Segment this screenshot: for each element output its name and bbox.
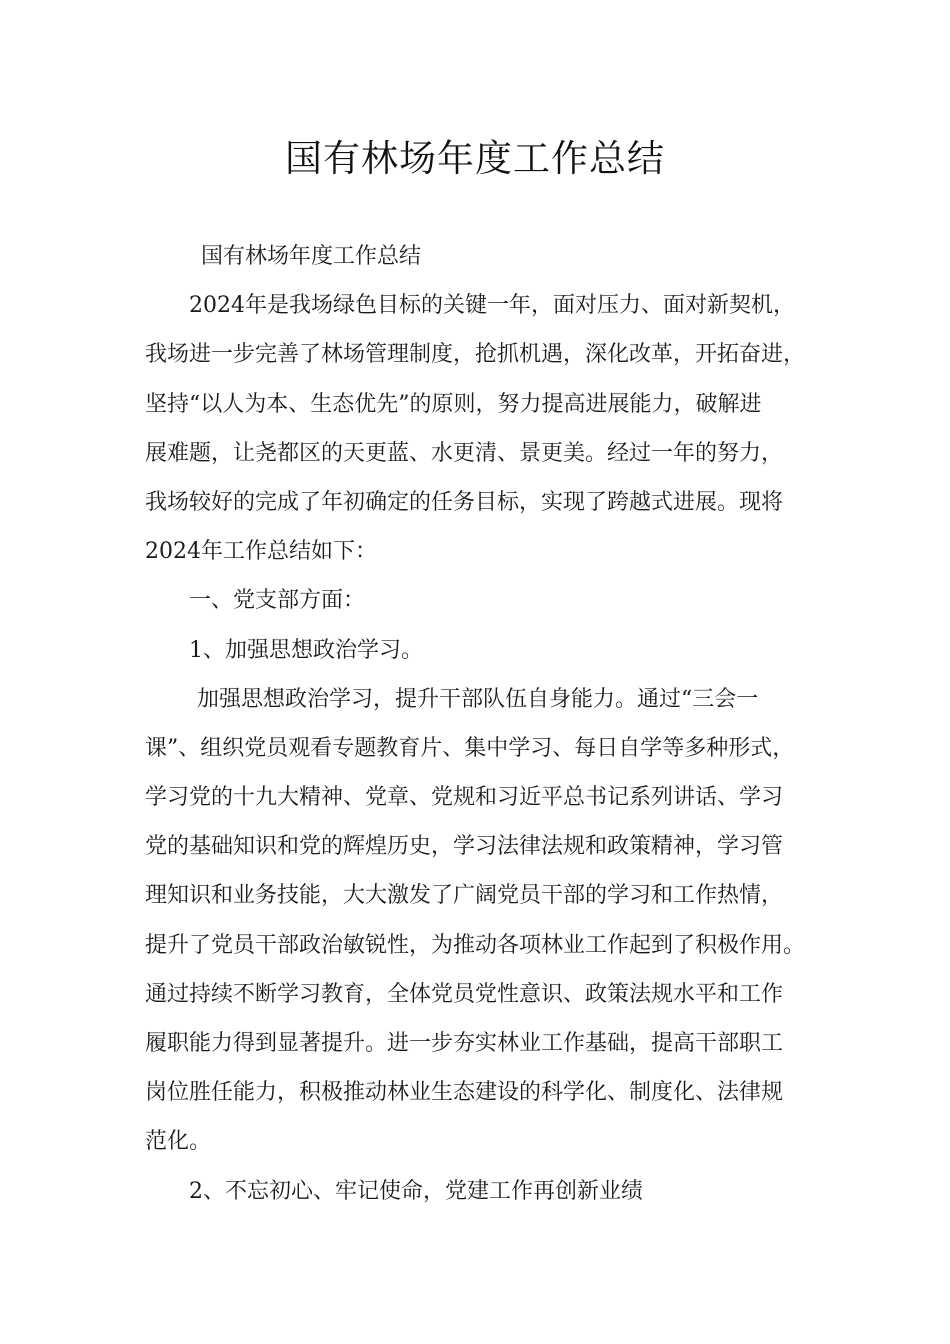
document-title: 国有林场年度工作总结 [285,137,665,180]
paragraph-line: 理知识和业务技能，大大激发了广阔党员干部的学习和工作热情， [145,883,784,909]
paragraph-line: 坚持“以人为本、生态优先”的原则，努力提高进展能力，破解进 [145,391,762,417]
subsection-heading: 1、加强思想政治学习。 [189,637,423,663]
paragraph-line: 学习党的十九大精神、党章、党规和习近平总书记系列讲话、学习 [145,785,784,811]
paragraph-line: 2024年工作总结如下： [145,539,377,565]
paragraph-line: 我场进一步完善了林场管理制度，抢抓机遇，深化改革，开拓奋进， [145,342,806,368]
paragraph-line: 加强思想政治学习，提升干部队伍自身能力。通过“三会一 [197,686,759,712]
paragraph-line: 岗位胜任能力，积极推动林业生态建设的科学化、制度化、法律规 [145,1080,784,1106]
section-heading: 一、党支部方面： [189,588,366,614]
document-body [145,232,825,1216]
paragraph-line: 范化。 [145,1129,212,1155]
paragraph-line: 通过持续不断学习教育，全体党员党性意识、政策法规水平和工作 [145,981,784,1007]
paragraph-line: 履职能力得到显著提升。进一步夯实林业工作基础，提高干部职工 [145,1031,784,1056]
paragraph-line: 我场较好的完成了年初确定的任务目标，实现了跨越式进展。现将 [145,489,784,515]
subsection-heading: 2、不忘初心、牢记使命，党建工作再创新业绩 [189,1178,643,1204]
subtitle-line: 国有林场年度工作总结 [201,244,422,269]
paragraph-line: 党的基础知识和党的辉煌历史，学习法律法规和政策精神，学习管 [145,834,784,860]
paragraph-line: 2024年是我场绿色目标的关键一年，面对压力、面对新契机， [189,293,795,319]
paragraph-line: 课”、组织党员观看专题教育片、集中学习、每日自学等多种形式， [145,735,795,761]
paragraph-line: 提升了党员干部政治敏锐性，为推动各项林业工作起到了积极作用。 [145,932,806,958]
paragraph-line: 展难题，让尧都区的天更蓝、水更清、景更美。经过一年的努力， [145,440,784,466]
